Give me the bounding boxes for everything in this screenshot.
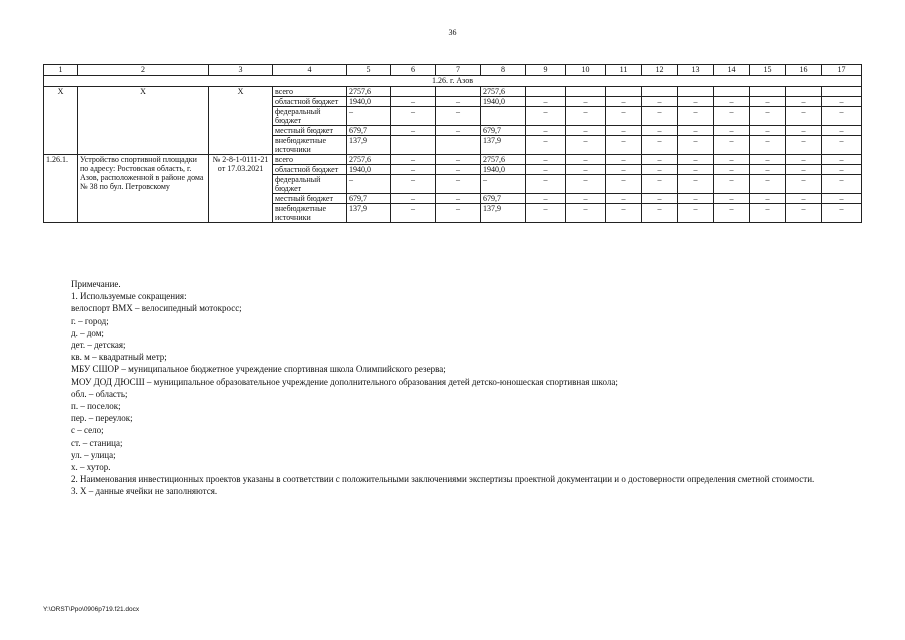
value-cell: – xyxy=(750,175,786,194)
project-name: X xyxy=(78,87,209,155)
notes-item-2: 2. Наименования инвестиционных проектов указаны в соответствии с положительными заключениями экспертизы проектной документации и о достоверности определения сметной стоимости. xyxy=(71,474,815,485)
funding-source: областной бюджет xyxy=(273,97,347,107)
value-cell: – xyxy=(750,136,786,155)
value-cell: – xyxy=(822,136,862,155)
row-number: 1.26.1. xyxy=(44,155,78,223)
value-cell: – xyxy=(786,155,822,165)
value-cell: – xyxy=(750,194,786,204)
value-cell: – xyxy=(391,126,436,136)
value-cell: – xyxy=(822,107,862,126)
value-cell: 1940,0 xyxy=(347,165,391,175)
value-cell: – xyxy=(714,107,750,126)
value-cell: – xyxy=(566,165,606,175)
value-cell xyxy=(642,87,678,97)
value-cell: – xyxy=(750,204,786,223)
header-cell: 9 xyxy=(526,65,566,76)
value-cell: – xyxy=(786,204,822,223)
abbreviation-item: г. – город; xyxy=(71,315,109,326)
value-cell: – xyxy=(786,126,822,136)
value-cell: – xyxy=(481,175,526,194)
value-cell: – xyxy=(750,126,786,136)
value-cell: – xyxy=(391,155,436,165)
value-cell: – xyxy=(678,97,714,107)
header-row xyxy=(44,65,862,76)
value-cell: – xyxy=(566,194,606,204)
value-cell: – xyxy=(642,97,678,107)
header-cell: 10 xyxy=(566,65,606,76)
financing-table xyxy=(43,64,862,223)
value-cell xyxy=(436,87,481,97)
value-cell: 137,9 xyxy=(481,204,526,223)
value-cell: – xyxy=(822,194,862,204)
header-cell: 12 xyxy=(642,65,678,76)
funding-source: внебюджетные источники xyxy=(273,136,347,155)
value-cell: – xyxy=(786,136,822,155)
value-cell: – xyxy=(822,97,862,107)
header-cell: 8 xyxy=(481,65,526,76)
value-cell: – xyxy=(678,194,714,204)
value-cell: – xyxy=(786,165,822,175)
abbreviation-item: велоспорт ВМХ – велосипедный мотокросс; xyxy=(71,303,242,314)
value-cell: – xyxy=(606,165,642,175)
value-cell: – xyxy=(642,175,678,194)
funding-source: внебюджетные источники xyxy=(273,204,347,223)
value-cell: 2757,6 xyxy=(481,87,526,97)
group-row xyxy=(44,76,862,87)
abbreviation-item: п. – поселок; xyxy=(71,401,121,412)
value-cell: – xyxy=(606,126,642,136)
value-cell xyxy=(786,87,822,97)
row-number: X xyxy=(44,87,78,155)
value-cell: – xyxy=(642,204,678,223)
value-cell: – xyxy=(678,175,714,194)
value-cell: – xyxy=(822,155,862,165)
value-cell: – xyxy=(678,204,714,223)
value-cell: – xyxy=(678,136,714,155)
value-cell: – xyxy=(566,175,606,194)
funding-source: областной бюджет xyxy=(273,165,347,175)
value-cell: – xyxy=(566,97,606,107)
value-cell: – xyxy=(526,204,566,223)
abbreviation-item: с – село; xyxy=(71,425,104,436)
value-cell xyxy=(391,136,436,155)
value-cell: – xyxy=(786,107,822,126)
value-cell: – xyxy=(391,204,436,223)
value-cell: – xyxy=(750,97,786,107)
value-cell: – xyxy=(526,107,566,126)
value-cell: – xyxy=(822,126,862,136)
abbreviation-item: д. – дом; xyxy=(71,327,104,338)
header-cell: 3 xyxy=(209,65,273,76)
value-cell: – xyxy=(642,126,678,136)
expertise-code: № 2-8-1-0111-21 от 17.03.2021 xyxy=(209,155,273,223)
value-cell: 679,7 xyxy=(481,194,526,204)
value-cell: – xyxy=(347,175,391,194)
funding-source: всего xyxy=(273,155,347,165)
value-cell: 137,9 xyxy=(347,136,391,155)
value-cell: – xyxy=(436,126,481,136)
value-cell: – xyxy=(526,165,566,175)
value-cell: – xyxy=(714,155,750,165)
value-cell xyxy=(714,87,750,97)
notes-item-3: 3. Х – данные ячейки не заполняются. xyxy=(71,486,218,497)
value-cell: – xyxy=(606,97,642,107)
value-cell: – xyxy=(526,136,566,155)
value-cell: – xyxy=(642,194,678,204)
value-cell: – xyxy=(750,107,786,126)
abbreviation-item: пер. – переулок; xyxy=(71,413,133,424)
page-number: 36 xyxy=(448,28,457,37)
value-cell: – xyxy=(714,194,750,204)
value-cell: – xyxy=(436,155,481,165)
header-cell: 2 xyxy=(78,65,209,76)
value-cell: – xyxy=(347,107,391,126)
header-cell: 6 xyxy=(391,65,436,76)
value-cell: – xyxy=(526,155,566,165)
header-cell: 1 xyxy=(44,65,78,76)
header-cell: 16 xyxy=(786,65,822,76)
abbreviation-item: МБУ СШОР – муниципальное бюджетное учреждение спортивная школа Олимпийского резерва; xyxy=(71,364,446,375)
abbreviation-item: кв. м – квадратный метр; xyxy=(71,352,167,363)
value-cell: – xyxy=(714,175,750,194)
value-cell: – xyxy=(436,175,481,194)
value-cell: – xyxy=(606,107,642,126)
value-cell: – xyxy=(678,107,714,126)
value-cell: – xyxy=(642,155,678,165)
funding-source: местный бюджет xyxy=(273,126,347,136)
header-cell: 4 xyxy=(273,65,347,76)
value-cell: – xyxy=(436,194,481,204)
funding-source: федеральный бюджет xyxy=(273,175,347,194)
value-cell: – xyxy=(526,126,566,136)
value-cell: 2757,6 xyxy=(347,155,391,165)
value-cell xyxy=(391,87,436,97)
funding-source: всего xyxy=(273,87,347,97)
value-cell: – xyxy=(526,97,566,107)
header-cell: 11 xyxy=(606,65,642,76)
value-cell: 1940,0 xyxy=(481,165,526,175)
abbreviation-item: ул. – улица; xyxy=(71,449,116,460)
notes-title: Примечание. xyxy=(71,279,121,289)
value-cell: – xyxy=(750,155,786,165)
value-cell: – xyxy=(678,126,714,136)
value-cell: – xyxy=(566,107,606,126)
value-cell: – xyxy=(678,155,714,165)
value-cell: – xyxy=(391,97,436,107)
value-cell: – xyxy=(714,165,750,175)
value-cell: – xyxy=(786,175,822,194)
value-cell: – xyxy=(436,204,481,223)
value-cell: – xyxy=(606,194,642,204)
notes xyxy=(43,278,863,498)
value-cell: 1940,0 xyxy=(481,97,526,107)
header-cell: 7 xyxy=(436,65,481,76)
notes-item-1: 1. Используемые сокращения: xyxy=(71,291,187,302)
header-cell: 17 xyxy=(822,65,862,76)
header-cell: 5 xyxy=(347,65,391,76)
value-cell: 679,7 xyxy=(347,126,391,136)
value-cell: – xyxy=(566,204,606,223)
value-cell: 679,7 xyxy=(481,126,526,136)
value-cell: – xyxy=(714,97,750,107)
value-cell: 2757,6 xyxy=(347,87,391,97)
abbreviation-item: МОУ ДОД ДЮСШ – муниципальное образовательное учреждение дополнительного образования детей детско-юношеская спортивная школа; xyxy=(71,376,618,387)
value-cell: – xyxy=(566,155,606,165)
table-row xyxy=(44,87,862,97)
abbreviation-item: х. – хутор. xyxy=(71,462,111,473)
expertise-code: X xyxy=(209,87,273,155)
value-cell: 679,7 xyxy=(347,194,391,204)
value-cell xyxy=(678,87,714,97)
abbreviation-item: дет. – детская; xyxy=(71,340,126,351)
value-cell: – xyxy=(606,136,642,155)
value-cell xyxy=(606,87,642,97)
value-cell xyxy=(436,136,481,155)
header-cell: 14 xyxy=(714,65,750,76)
value-cell: – xyxy=(714,126,750,136)
value-cell xyxy=(750,87,786,97)
value-cell: – xyxy=(436,97,481,107)
value-cell: – xyxy=(678,165,714,175)
value-cell xyxy=(526,87,566,97)
value-cell xyxy=(822,87,862,97)
abbreviation-item: обл. – область; xyxy=(71,388,128,399)
value-cell: – xyxy=(642,107,678,126)
value-cell: – xyxy=(436,107,481,126)
project-name: Устройство спортивной площадки по адресу: Ростовская область, г. Азов, расположенной в районе дома № 38 по бул. Петровскому xyxy=(78,155,209,223)
value-cell: – xyxy=(391,165,436,175)
value-cell: – xyxy=(566,126,606,136)
value-cell: – xyxy=(642,165,678,175)
value-cell: – xyxy=(391,175,436,194)
value-cell: – xyxy=(714,136,750,155)
value-cell: – xyxy=(606,175,642,194)
value-cell: – xyxy=(526,194,566,204)
value-cell: 137,9 xyxy=(347,204,391,223)
value-cell: 1940,0 xyxy=(347,97,391,107)
value-cell: – xyxy=(606,204,642,223)
value-cell xyxy=(481,107,526,126)
value-cell: – xyxy=(642,136,678,155)
table-row xyxy=(44,155,862,165)
value-cell: – xyxy=(436,165,481,175)
value-cell xyxy=(566,87,606,97)
funding-source: федеральный бюджет xyxy=(273,107,347,126)
value-cell: – xyxy=(786,194,822,204)
value-cell: – xyxy=(822,204,862,223)
header-cell: 15 xyxy=(750,65,786,76)
value-cell: 137,9 xyxy=(481,136,526,155)
value-cell: – xyxy=(606,155,642,165)
value-cell: 2757,6 xyxy=(481,155,526,165)
value-cell: – xyxy=(714,204,750,223)
value-cell: – xyxy=(750,165,786,175)
value-cell: – xyxy=(822,175,862,194)
group-title: 1.26. г. Азов xyxy=(44,76,862,87)
header-cell: 13 xyxy=(678,65,714,76)
funding-source: местный бюджет xyxy=(273,194,347,204)
value-cell: – xyxy=(822,165,862,175)
abbreviation-list xyxy=(43,302,863,473)
file-path: Y:\ORST\Ppo\0906p719.f21.docx xyxy=(43,606,140,613)
value-cell: – xyxy=(786,97,822,107)
value-cell: – xyxy=(391,194,436,204)
value-cell: – xyxy=(391,107,436,126)
value-cell: – xyxy=(566,136,606,155)
abbreviation-item: ст. – станица; xyxy=(71,437,123,448)
value-cell: – xyxy=(526,175,566,194)
